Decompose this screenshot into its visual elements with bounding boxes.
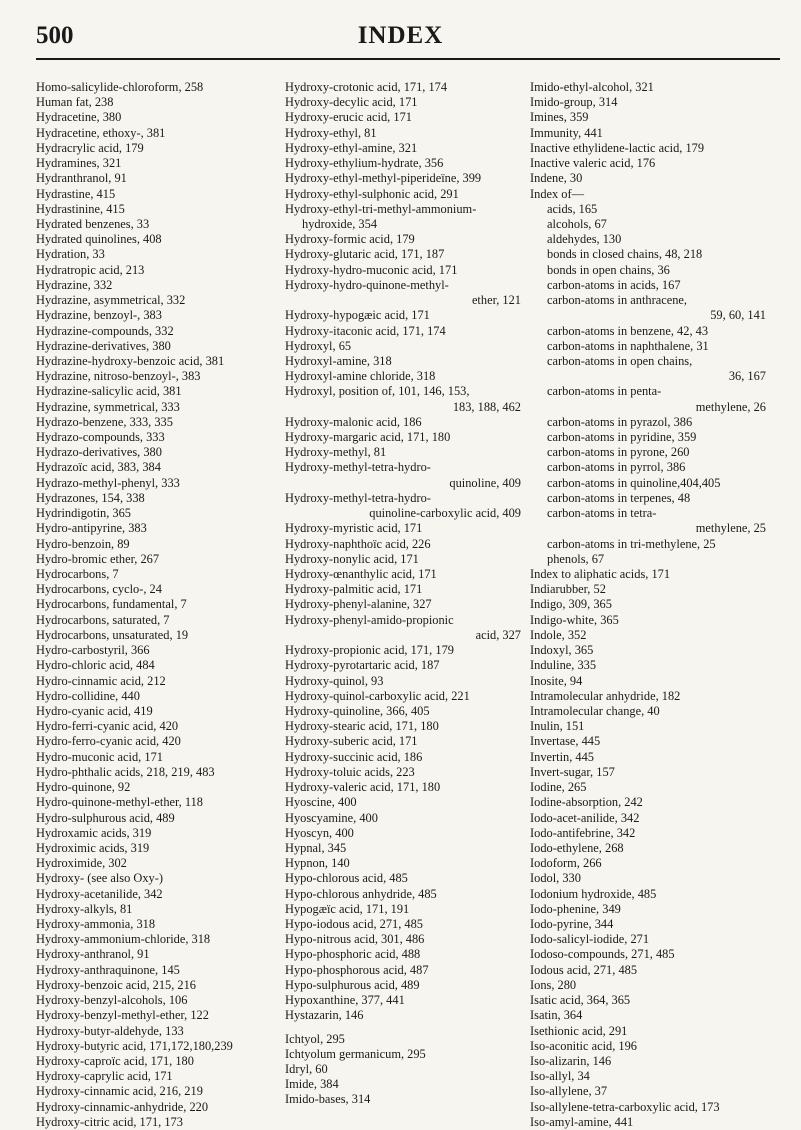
index-entry: Hydroxy-citric acid, 171, 173: [36, 1114, 183, 1129]
index-entry: Hydroxy-phenyl-alanine, 327: [285, 597, 432, 612]
index-entry: Hydroxy-alkyls, 81: [36, 901, 133, 916]
index-entry: Hydroxy- (see also Oxy-): [36, 871, 163, 886]
index-entry: carbon-atoms in tri-methylene, 25: [547, 536, 716, 551]
index-entry: Hydroxy-caproïc acid, 171, 180: [36, 1054, 194, 1068]
index-entry: Hypoxanthine, 377, 441: [285, 993, 405, 1008]
index-entry: Hydrazine, benzoyl-, 383: [36, 308, 162, 323]
index-entry: Hydroxy-itaconic acid, 171, 174: [285, 323, 446, 338]
index-entry: Hydro-ferri-cyanic acid, 420: [36, 719, 179, 734]
index-entry: hydroxide, 354: [302, 216, 378, 231]
index-entry: Hydroxamic acids, 319: [36, 825, 152, 840]
index-entry: Hydroxy-hypogæic acid, 171: [285, 308, 430, 323]
index-entry: Hydro-antipyrine, 383: [36, 521, 147, 536]
index-entry: Hydroxy-benzyl-methyl-ether, 122: [36, 1008, 209, 1023]
index-entry: quinoline-carboxylic acid, 409: [369, 506, 521, 521]
index-entry: Hydrazine, asymmetrical, 332: [36, 293, 186, 308]
index-entry: Hydroxyl, position of, 101, 146, 153,: [285, 384, 470, 399]
index-entry: Hypo-sulphurous acid, 489: [285, 977, 420, 992]
index-entry: Imido-group, 314: [530, 95, 618, 110]
index-entry: Iodo-antifebrine, 342: [530, 825, 636, 840]
index-entry: Hydroxy-hydro-muconic acid, 171: [285, 262, 458, 277]
index-entry: quinoline, 409: [449, 475, 521, 490]
index-entry: Hydroxy-naphthoïc acid, 226: [285, 536, 431, 551]
index-entry: Iodo-pyrine, 344: [530, 917, 614, 932]
index-entry: Indigo, 309, 365: [530, 597, 612, 612]
index-entry: Hydroxy-valeric acid, 171, 180: [285, 780, 441, 795]
index-entry: Hydrindigotin, 365: [36, 506, 131, 521]
index-entry: Hydroxy-butyric acid, 171,172,180,239: [36, 1038, 233, 1053]
index-entry: alcohols, 67: [547, 216, 607, 231]
index-entry: Hydroxy-propionic acid, 171, 179: [285, 643, 454, 658]
index-entry: Hyoscyn, 400: [285, 825, 354, 840]
index-entry: Hydroxy-malonic acid, 186: [285, 414, 422, 429]
index-entry: Hydroxy-erucic acid, 171: [285, 110, 412, 125]
index-entry: carbon-atoms in pyrone, 260: [547, 445, 690, 460]
index-entry: carbon-atoms in pyridine, 359: [547, 430, 697, 445]
index-entry: Hydroxy-toluic acids, 223: [285, 764, 415, 779]
index-entry: Hydroximic acids, 319: [36, 840, 150, 855]
index-column-3: [530, 80, 766, 1130]
index-entry: Iodo-phenine, 349: [530, 901, 621, 916]
page-number: 500: [36, 22, 74, 49]
index-entry: Hydrazine, 332: [36, 277, 113, 292]
index-entry: Hydroxy-œnanthylic acid, 171: [285, 567, 437, 581]
index-entry: Hydro-muconic acid, 171: [36, 749, 163, 764]
index-entry: Iodine, 265: [530, 780, 587, 795]
index-entry: ether, 121: [471, 293, 521, 308]
index-entry: Intramolecular anhydride, 182: [530, 688, 681, 703]
index-entry: Hypo-nitrous acid, 301, 486: [285, 932, 425, 947]
index-entry: Hydroxy-methyl-tetra-hydro-: [285, 460, 431, 475]
index-entry: 59, 60, 141: [710, 308, 766, 323]
index-entry: Hydrastinine, 415: [36, 201, 125, 216]
index-entry: Hydrazine-hydroxy-benzoic acid, 381: [36, 353, 225, 368]
index-entry: Hydroxy-ethyl-amine, 321: [285, 140, 418, 155]
index-entry: Hypo-chlorous anhydride, 485: [285, 886, 437, 901]
index-entry: acid, 327: [475, 627, 521, 642]
index-entry: Ions, 280: [530, 977, 577, 992]
index-entry: Hydro-cinnamic acid, 212: [36, 673, 166, 688]
index-entry: Imido-ethyl-alcohol, 321: [530, 80, 654, 94]
index-entry: Hydroxy-suberic acid, 171: [285, 734, 418, 749]
index-entry: Inulin, 151: [530, 719, 585, 734]
index-entry: Hydroxy-crotonic acid, 171, 174: [285, 80, 448, 94]
index-entry: Iodous acid, 271, 485: [530, 962, 638, 977]
index-entry: Hydroxy-caprylic acid, 171: [36, 1069, 173, 1084]
index-entry: Hydrazine-salicylic acid, 381: [36, 384, 182, 399]
index-entry: Hydroxy-ammonia, 318: [36, 917, 156, 932]
index-entry: Hydro-quinone-methyl-ether, 118: [36, 795, 203, 810]
index-entry: Hypo-iodous acid, 271, 485: [285, 917, 424, 932]
index-entry: Hydro-bromic ether, 267: [36, 551, 160, 566]
index-entry: carbon-atoms in quinoline,404,405: [547, 475, 721, 490]
index-entry: Hydrocarbons, cyclo-, 24: [36, 582, 162, 597]
index-column-2: [285, 80, 521, 1108]
index-entry: Idryl, 60: [285, 1062, 328, 1076]
index-entry: Hydroxy-quinol, 93: [285, 673, 384, 688]
index-entry: Hydratropic acid, 213: [36, 262, 145, 277]
index-entry: Inosite, 94: [530, 673, 583, 688]
index-entry: Hydrated benzenes, 33: [36, 216, 150, 231]
index-entry: Imido-bases, 314: [285, 1092, 371, 1107]
index-entry: Invertase, 445: [530, 734, 601, 749]
index-entry: Hydroxyl, 65: [285, 338, 352, 353]
page-title: INDEX: [357, 22, 444, 49]
index-entry: carbon-atoms in benzene, 42, 43: [547, 323, 709, 338]
index-entry: Hydroxy-formic acid, 179: [285, 232, 415, 247]
index-entry: Iso-amyl-amine, 441: [530, 1114, 634, 1129]
index-entry: Hydroxy-anthraquinone, 145: [36, 962, 180, 977]
index-entry: Iso-allylene, 37: [530, 1084, 608, 1099]
index-entry: Hypogæïc acid, 171, 191: [285, 901, 410, 916]
index-entry: Hydroxy-nonylic acid, 171: [285, 551, 419, 566]
index-entry: Hydracetine, 380: [36, 110, 122, 125]
header-rule: [36, 58, 780, 60]
index-entry: Iodoso-compounds, 271, 485: [530, 947, 675, 962]
index-entry: Hydrazo-benzene, 333, 335: [36, 414, 173, 429]
index-entry: 36, 167: [728, 369, 766, 384]
index-entry: Hypo-phosphoric acid, 488: [285, 947, 421, 962]
index-entry: Hydracrylic acid, 179: [36, 140, 144, 155]
index-entry: Hydroxy-benzyl-alcohols, 106: [36, 993, 188, 1008]
index-entry: Hydroxy-phenyl-amido-propionic: [285, 612, 454, 627]
index-entry: carbon-atoms in terpenes, 48: [547, 490, 691, 505]
index-entry: Hydroxy-cinnamic-anhydride, 220: [36, 1099, 209, 1114]
index-entry: Isethionic acid, 291: [530, 1023, 628, 1038]
index-entry: Hydroxy-stearic acid, 171, 180: [285, 719, 439, 734]
index-entry: Isatic acid, 364, 365: [530, 993, 631, 1008]
index-entry: Immunity, 441: [530, 125, 603, 140]
index-entry: carbon-atoms in pyrazol, 386: [547, 414, 693, 429]
index-entry: Iodo-acet-anilide, 342: [530, 810, 640, 825]
index-entry: Hypnal, 345: [285, 840, 347, 855]
index-entry: Hydracetine, ethoxy-, 381: [36, 125, 166, 140]
index-entry: carbon-atoms in open chains,: [547, 353, 693, 368]
index-entry: Hydroxy-myristic acid, 171: [285, 521, 423, 536]
index-entry: Hydroxy-methyl-tetra-hydro-: [285, 490, 431, 505]
index-entry: Invert-sugar, 157: [530, 764, 615, 779]
index-entry: Hydroxy-ethyl, 81: [285, 125, 377, 140]
index-entry: Ichtyol, 295: [285, 1031, 345, 1046]
index-entry: carbon-atoms in naphthalene, 31: [547, 338, 709, 353]
index-entry: Indole, 352: [530, 627, 587, 642]
index-entry: Indigo-white, 365: [530, 612, 619, 627]
index-entry: Hydro-chloric acid, 484: [36, 658, 155, 673]
index-entry: Hydrastine, 415: [36, 186, 116, 201]
index-entry: Isatin, 364: [530, 1008, 583, 1023]
index-entry: Hydroxy-cinnamic acid, 216, 219: [36, 1084, 203, 1099]
index-entry: bonds in closed chains, 48, 218: [547, 247, 703, 262]
index-entry: Imines, 359: [530, 110, 589, 125]
index-entry: phenols, 67: [547, 551, 605, 566]
index-entry: Hydrazo-compounds, 333: [36, 430, 165, 445]
index-entry: Hypo-chlorous acid, 485: [285, 871, 408, 886]
index-entry: Hydrazoïc acid, 383, 384: [36, 460, 161, 475]
index-entry: Hydrocarbons, 7: [36, 567, 119, 581]
index-entry: Index to aliphatic acids, 171: [530, 567, 671, 581]
index-entry: Hydrocarbons, unsaturated, 19: [36, 627, 189, 642]
index-entry: Invertin, 445: [530, 749, 595, 764]
index-entry: Hydroximide, 302: [36, 856, 127, 871]
index-entry: methylene, 26: [695, 399, 766, 414]
index-entry: Hydroxy-hydro-quinone-methyl-: [285, 277, 449, 292]
index-entry: Hystazarin, 146: [285, 1008, 364, 1023]
index-entry: Hydrazo-methyl-phenyl, 333: [36, 475, 180, 490]
index-entry: Hydro-carbostyril, 366: [36, 643, 150, 658]
index-entry: Hydroxy-ammonium-chloride, 318: [36, 932, 211, 947]
index-entry: Hypo-phosphorous acid, 487: [285, 962, 429, 977]
index-entry: carbon-atoms in tetra-: [547, 506, 657, 521]
index-entry: Intramolecular change, 40: [530, 703, 660, 718]
index-column-1: [36, 80, 272, 1130]
index-entry: Iodine-absorption, 242: [530, 795, 643, 810]
index-entry: carbon-atoms in pyrrol, 386: [547, 460, 686, 475]
index-entry: methylene, 25: [695, 521, 766, 536]
index-entry: Hydroxy-glutaric acid, 171, 187: [285, 247, 445, 262]
index-entry: Hyoscyamine, 400: [285, 810, 378, 825]
index-entry: acids, 165: [547, 201, 598, 216]
index-entry: Hyoscine, 400: [285, 795, 357, 810]
index-entry: Hydrazo-derivatives, 380: [36, 445, 162, 460]
index-entry: Inactive valeric acid, 176: [530, 156, 656, 171]
index-entry: aldehydes, 130: [547, 232, 622, 247]
index-entry: Hydro-sulphurous acid, 489: [36, 810, 175, 825]
index-entry: Hydrazones, 154, 338: [36, 490, 145, 505]
index-entry: Indiarubber, 52: [530, 582, 606, 597]
index-entry: Indoxyl, 365: [530, 643, 594, 658]
index-entry: Hydroxy-methyl, 81: [285, 445, 387, 460]
index-entry: Human fat, 238: [36, 95, 114, 110]
index-entry: Hydration, 33: [36, 247, 105, 262]
index-entry: Hydroxy-ethyl-sulphonic acid, 291: [285, 186, 459, 201]
index-entry: Hydro-cyanic acid, 419: [36, 703, 153, 718]
index-entry: Iodo-ethylene, 268: [530, 840, 624, 855]
index-entry: Hydroxy-ethylium-hydrate, 356: [285, 156, 444, 171]
index-entry: Hydroxy-succinic acid, 186: [285, 749, 423, 764]
index-entry: bonds in open chains, 36: [547, 262, 670, 277]
index-entry: Hydroxy-acetanilide, 342: [36, 886, 163, 901]
index-entry: Hydroxy-quinol-carboxylic acid, 221: [285, 688, 470, 703]
index-entry: Hydroxy-decylic acid, 171: [285, 95, 418, 110]
index-entry: Indene, 30: [530, 171, 583, 186]
index-entry: Iso-aconitic acid, 196: [530, 1038, 638, 1053]
index-entry: Hydroxy-pyrotartaric acid, 187: [285, 658, 440, 673]
index-entry: Hydrocarbons, fundamental, 7: [36, 597, 187, 612]
index-entry: Hydroxy-anthranol, 91: [36, 947, 150, 962]
index-entry: Iodonium hydroxide, 485: [530, 886, 657, 901]
index-entry: Iodol, 330: [530, 871, 581, 886]
index-entry: Hypnon, 140: [285, 856, 350, 871]
index-entry: Iso-allyl, 34: [530, 1069, 590, 1084]
index-entry: carbon-atoms in anthracene,: [547, 293, 688, 308]
index-entry: Iso-alizarin, 146: [530, 1054, 612, 1068]
index-entry: Imide, 384: [285, 1077, 339, 1092]
index-entry: carbon-atoms in penta-: [547, 384, 662, 399]
index-entry: Hydroxy-margaric acid, 171, 180: [285, 430, 451, 445]
index-entry: Index of—: [530, 186, 585, 201]
index-entry: Hydrocarbons, saturated, 7: [36, 612, 170, 627]
index-entry: Iodo-salicyl-iodide, 271: [530, 932, 650, 947]
index-entry: Hydranthranol, 91: [36, 171, 127, 186]
index-entry: Hydrazine, symmetrical, 333: [36, 399, 180, 414]
index-entry: Induline, 335: [530, 658, 597, 673]
index-entry: Hydroxyl-amine, 318: [285, 353, 392, 368]
index-entry: Hydro-phthalic acids, 218, 219, 483: [36, 764, 215, 779]
index-entry: Hydroxy-ethyl-methyl-piperideïne, 399: [285, 171, 482, 186]
index-entry: Hydrazine-derivatives, 380: [36, 338, 171, 353]
section-gap: [285, 1024, 521, 1032]
index-entry: Hydroxy-quinoline, 366, 405: [285, 703, 430, 718]
index-entry: Hydramines, 321: [36, 156, 122, 171]
index-entry: Iso-allylene-tetra-carboxylic acid, 173: [530, 1099, 720, 1114]
index-entry: Hydrazine-compounds, 332: [36, 323, 174, 338]
index-entry: Hydro-benzoin, 89: [36, 536, 130, 551]
index-entry: Hydroxy-palmitic acid, 171: [285, 582, 423, 597]
index-entry: Homo-salicylide-chloroform, 258: [36, 80, 204, 94]
index-entry: Hydroxy-benzoic acid, 215, 216: [36, 977, 197, 992]
index-entry: Hydroxyl-amine chloride, 318: [285, 369, 436, 384]
index-entry: Hydroxy-ethyl-tri-methyl-ammonium-: [285, 201, 477, 216]
index-entry: Inactive ethylidene-lactic acid, 179: [530, 140, 705, 155]
index-entry: Hydrated quinolines, 408: [36, 232, 162, 247]
index-entry: 183, 188, 462: [452, 399, 521, 414]
index-entry: Hydro-ferro-cyanic acid, 420: [36, 734, 181, 749]
index-entry: Hydro-quinone, 92: [36, 780, 131, 795]
index-entry: carbon-atoms in acids, 167: [547, 277, 681, 292]
index-entry: Hydrazine, nitroso-benzoyl-, 383: [36, 369, 201, 384]
index-entry: Iodoform, 266: [530, 856, 602, 871]
index-entry: Hydro-collidine, 440: [36, 688, 140, 703]
index-entry: Ichtyolum germanicum, 295: [285, 1046, 426, 1061]
index-entry: Hydroxy-butyr-aldehyde, 133: [36, 1023, 184, 1038]
page-header: [0, 22, 801, 62]
